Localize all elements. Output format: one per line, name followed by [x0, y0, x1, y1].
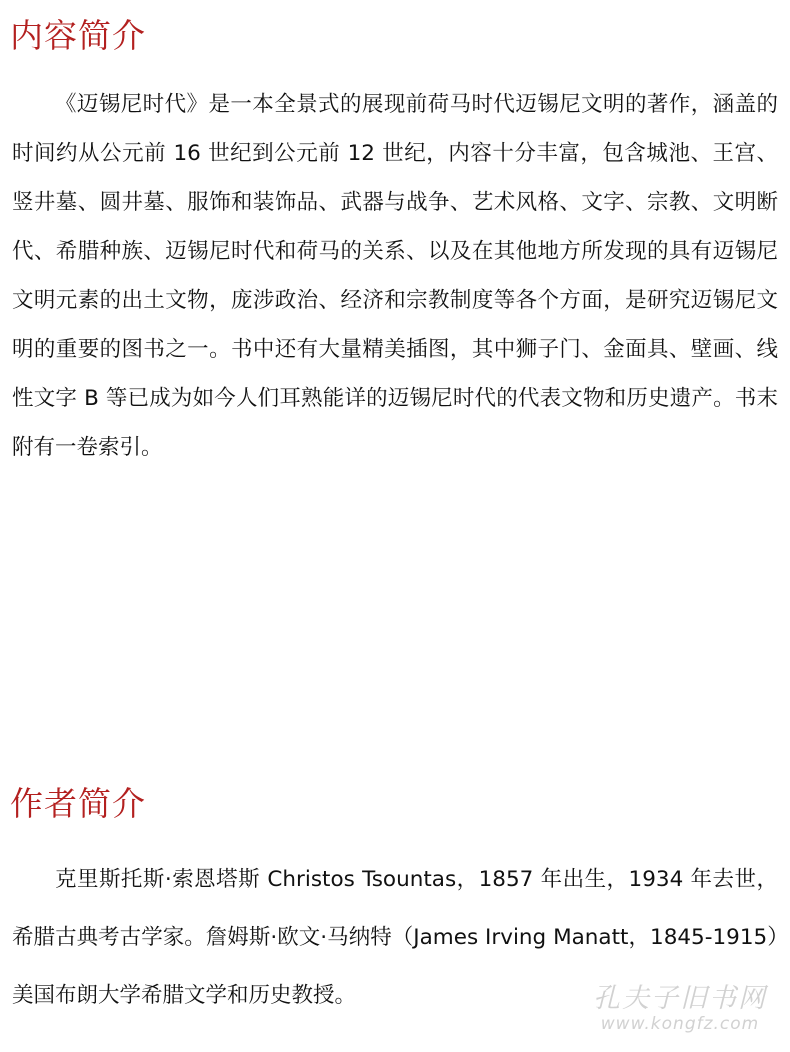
- author-heading: 作者简介: [10, 784, 146, 823]
- watermark-url: www.kongfz.com: [600, 1014, 760, 1034]
- author-paragraph: 克里斯托斯·索恩塔斯 Christos Tsountas，1857 年出生，1934 年去世，希腊古典考古学家。詹姆斯·欧文·马纳特（James Irving Manatt，1845-1915）美国布朗大学希腊文学和历史教授。: [12, 867, 778, 1008]
- intro-heading: 内容简介: [10, 16, 146, 55]
- watermark-logo-text: 孔夫子旧书网: [593, 983, 767, 1014]
- intro-paragraph: 《迈锡尼时代》是一本全景式的展现前荷马时代迈锡尼文明的著作，涵盖的时间约从公元前 16 世纪到公元前 12 世纪，内容十分丰富，包含城池、王宫、竖井墓、圆井墓、服饰和装饰品、武器与战争、艺术风格、文字、宗教、文明断代、希腊种族、迈锡尼时代和荷马的关系、以及在其他地方所发现的具有迈锡尼文明元素的出土文物，庞涉政治、经济和宗教制度等各个方面，是研究迈锡尼文明的重要的图书之一。书中还有大量精美插图，其中狮子门、金面具、壁画、线性文字 B 等已成为如今人们耳熟能详的迈锡尼时代的代表文物和历史遗产。书末附有一卷索引。: [12, 92, 778, 460]
- watermark: [590, 984, 770, 1034]
